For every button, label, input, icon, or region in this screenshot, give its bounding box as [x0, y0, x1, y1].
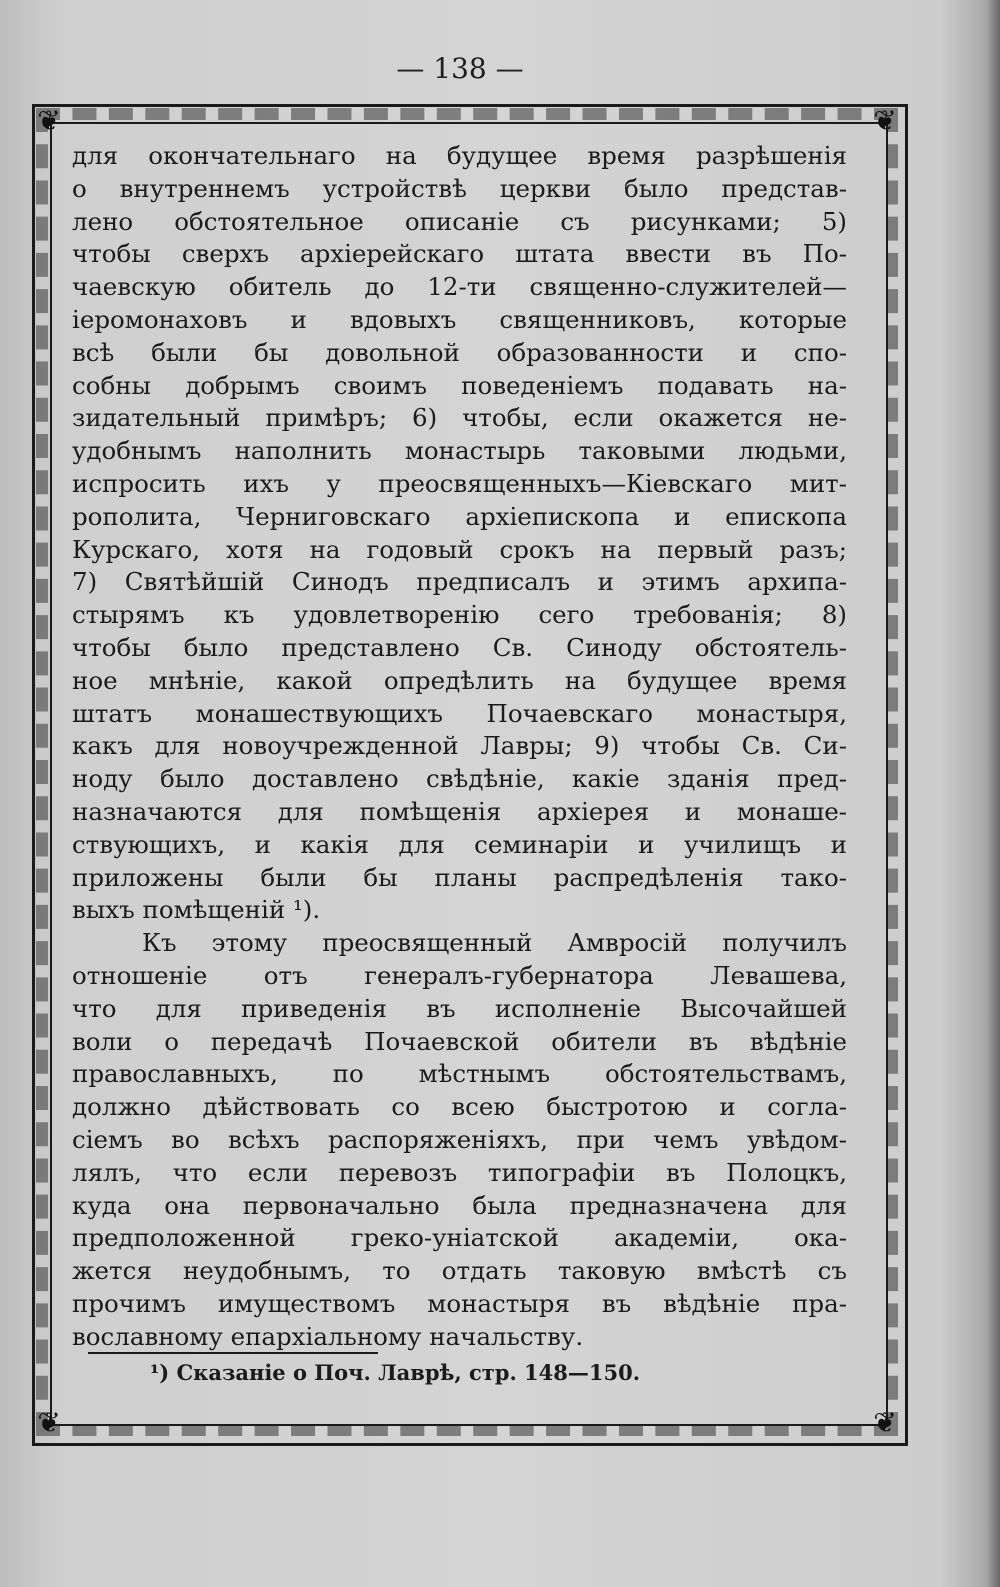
- text-line: штатъ монашествующихъ Почаевскаго монастыря,: [72, 698, 847, 728]
- text-line: всѣ были бы довольной образованности и спо-: [72, 337, 847, 367]
- text-line: назначаются для помѣщенія архіерея и монаше-: [72, 796, 847, 826]
- text-line: ноду было доставлено свѣдѣніе, какіе зданія пред-: [72, 764, 847, 794]
- text-line: сіемъ во всѣхъ распоряженіяхъ, при чемъ увѣдом-: [72, 1124, 847, 1154]
- footnote-marker: ¹): [150, 1360, 170, 1385]
- corner-ornament-icon: ❦: [37, 1406, 61, 1439]
- body-text: [72, 140, 847, 1353]
- text-line: отношеніе отъ генералъ-губернатора Левашева,: [72, 960, 847, 990]
- corner-ornament-icon: ❦: [37, 104, 61, 137]
- text-line: лялъ, что если перевозъ типографіи въ Полоцкъ,: [72, 1157, 847, 1187]
- page-number: — 138 —: [396, 52, 524, 85]
- text-line: куда она первоначально была предназначена для: [72, 1190, 847, 1220]
- text-line: лено обстоятельное описаніе съ рисунками; 5): [72, 206, 847, 236]
- text-line: что для приведенія въ исполненіе Высочайшей: [72, 993, 847, 1023]
- footnote-divider: [88, 1352, 378, 1354]
- text-line: ствующихъ, и какія для семинаріи и училищъ и: [72, 829, 847, 859]
- text-line: 7) Святѣйшій Синодъ предписалъ и этимъ архипа-: [72, 567, 847, 597]
- text-line: стырямъ къ удовлетворенію сего требованія; 8): [72, 600, 847, 630]
- footnote-text: Сказаніе о Поч. Лаврѣ, стр. 148—150.: [176, 1360, 641, 1385]
- text-line: Курскаго, хотя на годовый срокъ на первый разъ;: [72, 534, 847, 564]
- text-line: предположенной греко-уніатской академіи, ока-: [72, 1223, 847, 1253]
- text-line: прочимъ имуществомъ монастыря въ вѣдѣніе пра-: [72, 1288, 847, 1318]
- footnote: [150, 1360, 640, 1385]
- text-line: воли о передачѣ Почаевской обители въ вѣдѣніе: [72, 1026, 847, 1056]
- corner-ornament-icon: ❦: [873, 1406, 897, 1439]
- text-line: удобнымъ наполнить монастырь таковыми людьми,: [72, 436, 847, 466]
- text-line: о внутреннемъ устройствѣ церкви было представ-: [72, 173, 847, 203]
- text-line: для окончательнаго на будущее время разрѣшенія: [72, 141, 847, 170]
- text-line: рополита, Черниговскаго архіепископа и епископа: [72, 501, 847, 531]
- text-line: Къ этому преосвященный Амвросій получилъ: [142, 928, 847, 958]
- text-line: какъ для новоучрежденной Лавры; 9) чтобы Св. Си-: [72, 731, 847, 761]
- corner-ornament-icon: ❦: [873, 104, 897, 137]
- text-line: собны добрымъ своимъ поведеніемъ подавать на-: [72, 370, 847, 400]
- text-line: приложены были бы планы распредѣленія тако-: [72, 862, 847, 892]
- text-line: чаевскую обитель до 12-ти священно-служителей—: [72, 272, 847, 302]
- text-line: іеромонаховъ и вдовыхъ священниковъ, которые: [72, 304, 847, 334]
- text-line: вославному епархіальному начальству.: [72, 1321, 584, 1351]
- text-line: чтобы сверхъ архіерейскаго штата ввести въ По-: [72, 239, 847, 269]
- text-line: жется неудобнымъ, то отдать таковую вмѣстѣ съ: [72, 1256, 847, 1286]
- text-line: чтобы было представлено Св. Синоду обстоятель-: [72, 632, 847, 662]
- text-line: испросить ихъ у преосвященныхъ—Кіевскаго мит-: [72, 468, 847, 498]
- text-line: выхъ помѣщеній ¹).: [72, 895, 321, 925]
- text-line: ное мнѣніе, какой опредѣлить на будущее время: [72, 665, 847, 695]
- text-line: православныхъ, по мѣстнымъ обстоятельствамъ,: [72, 1059, 847, 1089]
- text-line: должно дѣйствовать со всею быстротою и согла-: [72, 1092, 847, 1122]
- text-line: зидательный примѣръ; 6) чтобы, если окажется не-: [72, 403, 847, 433]
